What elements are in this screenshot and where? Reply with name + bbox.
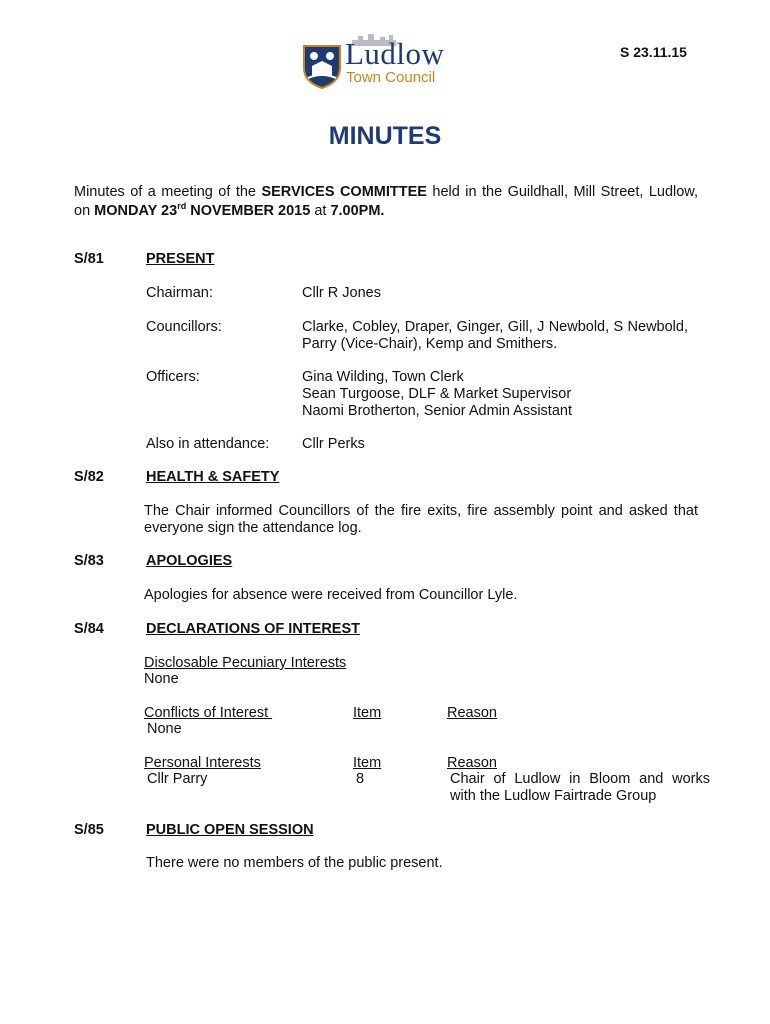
document-reference: S 23.11.15 [620, 44, 687, 60]
apologies-text: Apologies for absence were received from Councillor Lyle. [144, 587, 518, 603]
council-crest-icon [302, 44, 342, 90]
page-title: MINUTES [328, 122, 442, 150]
meeting-time: 7.00PM. [330, 203, 385, 219]
logo-name: Ludlow [345, 36, 445, 71]
pi-item-value: 8 [356, 771, 365, 787]
section-heading-public-session: PUBLIC OPEN SESSION [146, 822, 314, 838]
coi-reason-header: Reason [447, 705, 497, 721]
pi-reason-header: Reason [447, 755, 497, 771]
section-number: S/83 [74, 553, 104, 569]
health-safety-text: The Chair informed Councillors of the fire exits, fire assembly point and asked that everyone sign the attendance log. [144, 503, 698, 536]
officers-list [302, 369, 698, 420]
officer-item: Gina Wilding, Town Clerk [302, 369, 464, 385]
section-number: S/81 [74, 251, 104, 267]
pi-name: Cllr Parry [147, 771, 208, 787]
pi-reason-value: Chair of Ludlow in Bloom and works with the Ludlow Fairtrade Group [450, 771, 710, 804]
officers-label: Officers: [146, 369, 200, 385]
public-session-text: There were no members of the public present. [146, 855, 443, 871]
logo-subtitle: Town Council [346, 69, 436, 86]
section-number: S/82 [74, 469, 104, 485]
chairman-value: Cllr R Jones [302, 285, 381, 301]
councillors-value: Clarke, Cobley, Draper, Ginger, Gill, J Newbold, S Newbold, Parry (Vice-Chair), Kemp and Smithers. [302, 319, 688, 352]
dpi-label: Disclosable Pecuniary Interests [144, 655, 347, 671]
officer-item: Sean Turgoose, DLF & Market Supervisor [302, 386, 572, 402]
coi-item-header: Item [353, 705, 382, 721]
section-heading-health-safety: HEALTH & SAFETY [146, 469, 280, 485]
coi-label: Conflicts of Interest [144, 705, 273, 721]
section-number: S/85 [74, 822, 104, 838]
section-heading-present: PRESENT [146, 251, 215, 267]
councillors-label: Councillors: [146, 319, 222, 335]
section-number: S/84 [74, 621, 104, 637]
committee-name: SERVICES COMMITTEE [261, 184, 427, 200]
section-heading-declarations: DECLARATIONS OF INTEREST [146, 621, 361, 637]
pi-label: Personal Interests [144, 755, 261, 771]
officer-item: Naomi Brotherton, Senior Admin Assistant [302, 403, 572, 419]
section-heading-apologies: APOLOGIES [146, 553, 233, 569]
intro-paragraph: Minutes of a meeting of the SERVICES COMMITTEE held in the Guildhall, Mill Street, Ludlow, on MONDAY 23rd NOVEMBER 2015 at 7.00PM. [74, 184, 699, 219]
attendance-label: Also in attendance: [146, 436, 270, 452]
meeting-date: MONDAY 23rd NOVEMBER 2015 [94, 201, 311, 219]
coi-value: None [147, 721, 182, 737]
pi-item-header: Item [353, 755, 382, 771]
attendance-value: Cllr Perks [302, 436, 365, 452]
dpi-value: None [144, 671, 179, 687]
chairman-label: Chairman: [146, 285, 213, 301]
